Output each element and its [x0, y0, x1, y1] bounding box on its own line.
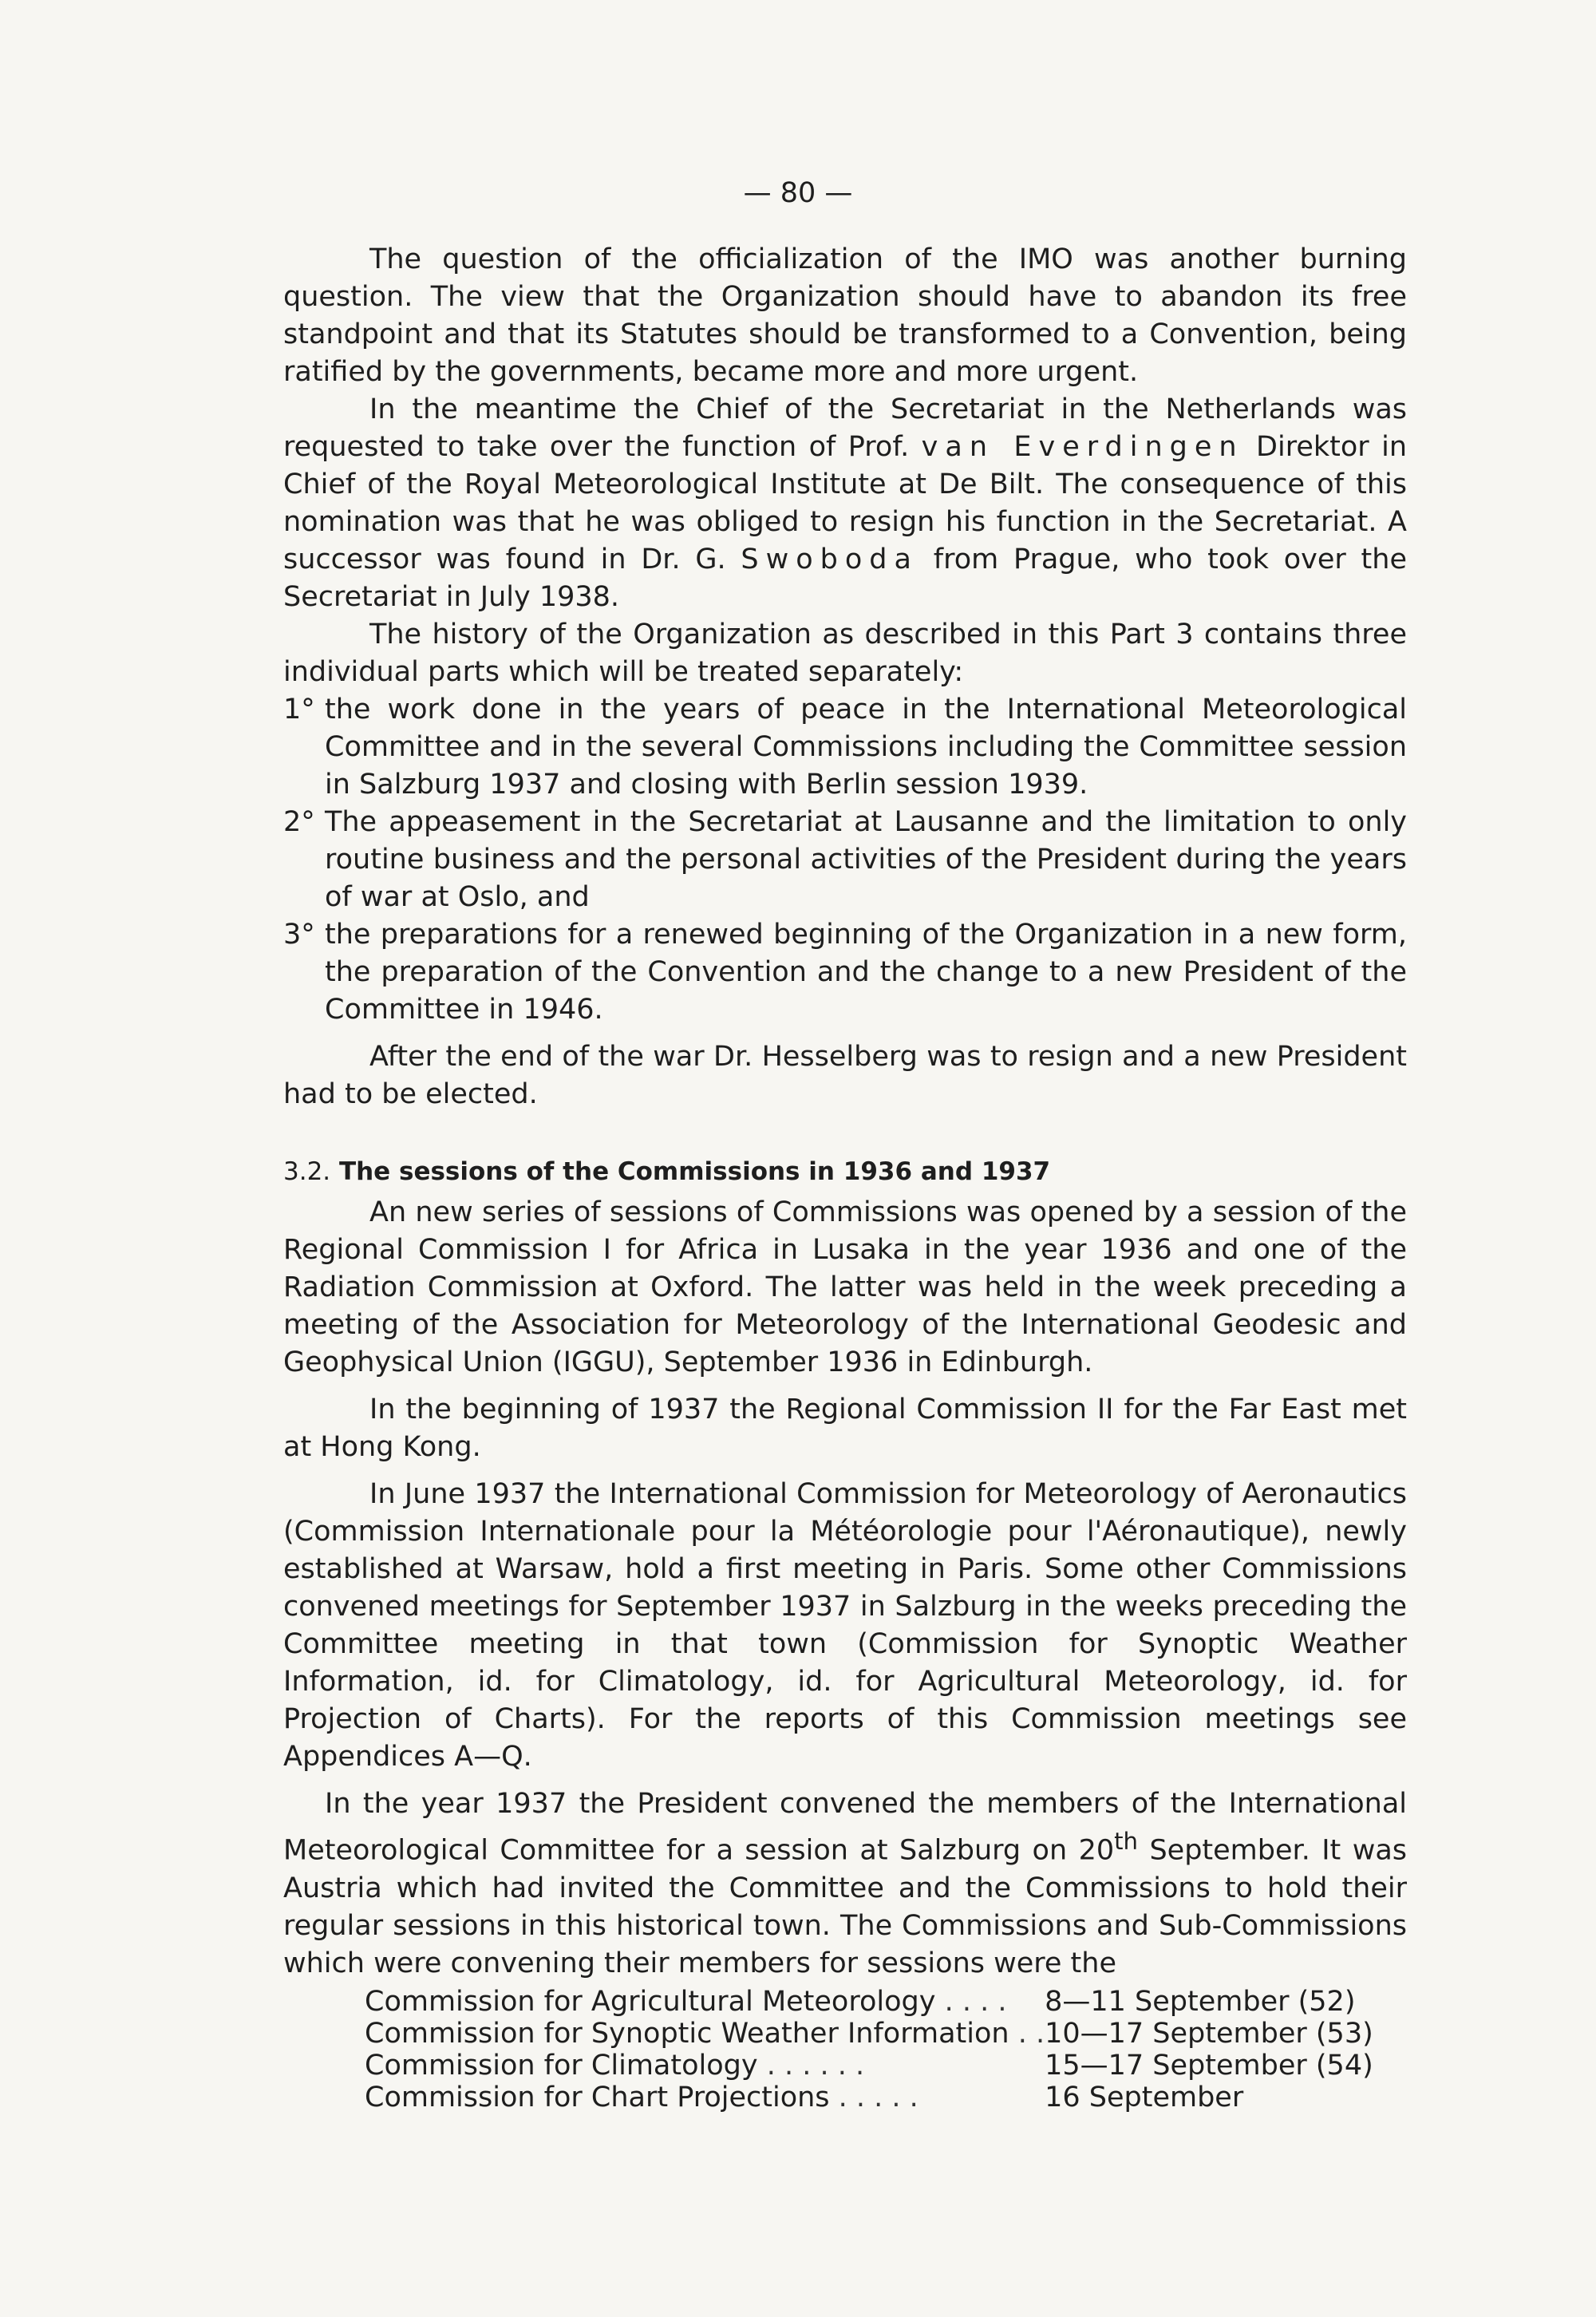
list-item-text: the work done in the years of peace in the International Meteorological Committee and in the several Commissions including the Committee session in Salzburg 1937 and closing with Berlin session 1939.	[325, 694, 1407, 801]
paragraph-aeronautics: In June 1937 the International Commission for Meteorology of Aeronautics (Commission Internationale pour la Météorologie pour l'Aéronautique), newly established at Warsaw, hold a first meeting in Paris. Some other Commissions convened meetings for September 1937 in Salzburg in the weeks preceding the Committee meeting in that town (Commission for Synoptic Weather Information, id. for Climatology, id. for Agricultural Meteorology, id. for Projection of Charts). For the reports of this Commission meetings see Appendices A—Q.	[283, 1478, 1407, 1773]
section-number: 3.2.	[283, 1157, 331, 1186]
list-item	[283, 916, 1407, 1029]
commission-name-cell	[365, 2050, 1045, 2082]
section-heading	[283, 1153, 1407, 1191]
commission-name: Commission for Synoptic Weather Information	[365, 2017, 1009, 2050]
name-swoboda: Swoboda	[741, 544, 918, 575]
leader-dots: . . . . .	[829, 2081, 918, 2113]
leader-dots: . .	[1009, 2017, 1045, 2050]
list-item-number: 2°	[283, 806, 315, 838]
paragraph-secretariat-part3: from Prague, who took over the Secretariat in July 1938.	[283, 544, 1407, 613]
commission-name-cell	[365, 1986, 1045, 2018]
list-item-text: The appeasement in the Secretariat at Lausanne and the limitation to only routine business and the personal activities of the President during the years of war at Oslo, and	[325, 806, 1407, 913]
paragraph-history: The history of the Organization as described in this Part 3 contains three individual parts which will be treated separately:	[283, 619, 1407, 688]
commission-name: Commission for Climatology	[365, 2049, 758, 2082]
section-title: The sessions of the Commissions in 1936 and 1937	[338, 1157, 1051, 1186]
commission-date: 16 September	[1045, 2081, 1244, 2113]
paragraph-secretariat	[283, 391, 1407, 616]
paragraph-salzburg-part2: September. It was Austria which had invited the Committee and the Commissions to hold their regular sessions in this historical town. The Commissions and Sub-Commissions which were convening their members for sessions were the	[283, 1834, 1407, 1979]
page-number: — 80 —	[743, 177, 853, 209]
paragraph-after-war: After the end of the war Dr. Hesselberg was to resign and a new President had to be elected.	[283, 1041, 1407, 1110]
table-row	[365, 2082, 1407, 2113]
leader-dots: . . . .	[935, 1985, 1007, 2018]
list-item	[283, 691, 1407, 804]
leader-dots: . . . . . .	[757, 2049, 865, 2082]
body-text	[283, 241, 1407, 2113]
commission-date: 10—17 September (53)	[1045, 2017, 1373, 2050]
name-van-everdingen: van Everdingen	[921, 431, 1244, 463]
commission-date: 8—11 September (52)	[1045, 1985, 1356, 2018]
table-row	[365, 2018, 1407, 2050]
paragraph-secretariat-part1: In the meantime the Chief of the Secretariat in the Netherlands was requested to take over the function of Prof.	[283, 393, 1407, 463]
list-item-number: 1°	[283, 694, 315, 726]
commissions-table	[365, 1986, 1407, 2113]
commission-name: Commission for Chart Projections	[365, 2081, 830, 2113]
table-row	[365, 2050, 1407, 2082]
list-item	[283, 804, 1407, 916]
history-parts-list	[283, 691, 1407, 1029]
list-item-text: the preparations for a renewed beginning of the Organization in a new form, the preparation of the Convention and the change to a new President of the Committee in 1946.	[325, 919, 1407, 1026]
paragraph-officialization: The question of the officialization of the IMO was another burning question. The view that the Organization should have to abandon its free standpoint and that its Statutes should be transformed to a Convention, being ratified by the governments, became more and more urgent.	[283, 243, 1407, 388]
ordinal-suffix: th	[1114, 1828, 1139, 1855]
paragraph-secretariat-part2: Direktor in Chief of the Royal Meteorological Institute at De Bilt. The consequence of this nomination was that he was obliged to resign his function in the Secretariat. A successor was found in Dr. G.	[283, 431, 1407, 575]
paragraph-salzburg	[283, 1785, 1407, 1983]
commission-date: 15—17 September (54)	[1045, 2049, 1373, 2082]
commission-name-cell	[365, 2082, 1045, 2113]
paragraph-salzburg-part1: In the year 1937 the President convened the members of the International Meteorological Committee for a session at Salzburg on 20	[283, 1788, 1407, 1867]
paragraph-hong-kong: In the beginning of 1937 the Regional Commission II for the Far East met at Hong Kong.	[283, 1394, 1407, 1463]
commission-name: Commission for Agricultural Meteorology	[365, 1985, 936, 2018]
paragraph-new-series: An new series of sessions of Commissions was opened by a session of the Regional Commission I for Africa in Lusaka in the year 1936 and one of the Radiation Commission at Oxford. The latter was held in the week preceding a meeting of the Association for Meteorology of the International Geodesic and Geophysical Union (IGGU), September 1936 in Edinburgh.	[283, 1196, 1407, 1378]
table-row	[365, 1986, 1407, 2018]
list-item-number: 3°	[283, 919, 315, 951]
commission-name-cell	[365, 2018, 1045, 2050]
